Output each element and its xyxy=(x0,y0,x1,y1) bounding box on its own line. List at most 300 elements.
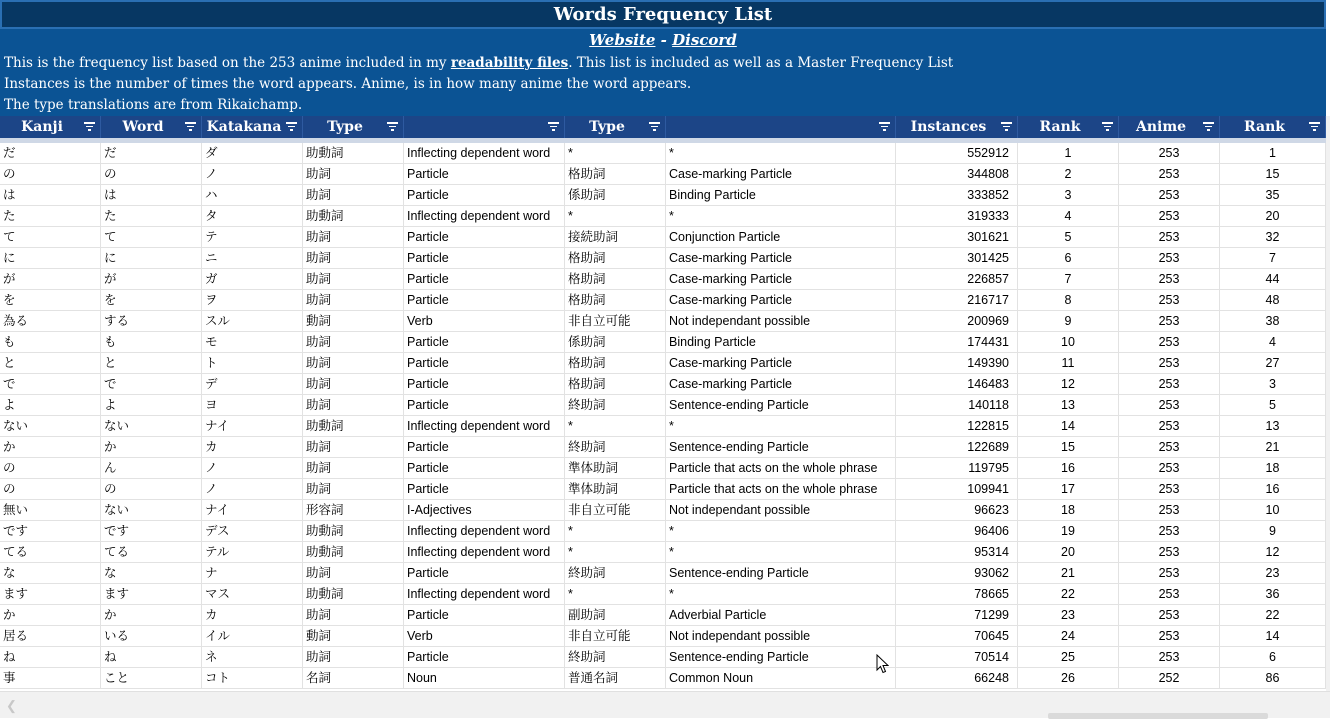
cell-anime-rank[interactable]: 4 xyxy=(1220,332,1326,353)
cell-type-ja[interactable]: 助詞 xyxy=(303,563,404,584)
column-header-word[interactable] xyxy=(101,116,202,138)
vertical-scrollbar[interactable] xyxy=(1326,116,1330,691)
cell-type-ja[interactable]: 助詞 xyxy=(303,458,404,479)
cell-type-en[interactable]: Particle xyxy=(404,164,565,185)
cell-type-ja[interactable]: 助詞 xyxy=(303,332,404,353)
column-header-type-en[interactable] xyxy=(404,116,565,138)
cell-rank[interactable]: 22 xyxy=(1018,584,1119,605)
cell-rank[interactable]: 23 xyxy=(1018,605,1119,626)
cell-anime-rank[interactable]: 12 xyxy=(1220,542,1326,563)
cell-subtype-en[interactable]: Case-marking Particle xyxy=(666,164,896,185)
cell-katakana[interactable]: ダ xyxy=(202,143,303,164)
cell-subtype-ja[interactable]: 非自立可能 xyxy=(565,311,666,332)
cell-type-ja[interactable]: 助詞 xyxy=(303,479,404,500)
cell-subtype-ja[interactable]: 普通名詞 xyxy=(565,668,666,689)
cell-katakana[interactable]: ノ xyxy=(202,479,303,500)
cell-type-en[interactable]: I-Adjectives xyxy=(404,500,565,521)
cell-instances[interactable]: 109941 xyxy=(896,479,1018,500)
cell-instances[interactable]: 216717 xyxy=(896,290,1018,311)
cell-instances[interactable]: 140118 xyxy=(896,395,1018,416)
cell-anime[interactable]: 253 xyxy=(1119,311,1220,332)
column-header-type-ja[interactable] xyxy=(303,116,404,138)
cell-katakana[interactable]: コト xyxy=(202,668,303,689)
cell-rank[interactable]: 14 xyxy=(1018,416,1119,437)
cell-katakana[interactable]: スル xyxy=(202,311,303,332)
cell-anime[interactable]: 253 xyxy=(1119,185,1220,206)
cell-subtype-en[interactable]: * xyxy=(666,521,896,542)
filter-icon[interactable] xyxy=(1001,122,1012,131)
cell-anime-rank[interactable]: 44 xyxy=(1220,269,1326,290)
cell-anime[interactable]: 253 xyxy=(1119,374,1220,395)
cell-katakana[interactable]: ナ xyxy=(202,563,303,584)
cell-kanji[interactable]: ます xyxy=(0,584,101,605)
cell-kanji[interactable]: の xyxy=(0,479,101,500)
cell-katakana[interactable]: デス xyxy=(202,521,303,542)
cell-kanji[interactable]: で xyxy=(0,374,101,395)
column-header-katakana[interactable] xyxy=(202,116,303,138)
cell-anime[interactable]: 253 xyxy=(1119,227,1220,248)
cell-instances[interactable]: 95314 xyxy=(896,542,1018,563)
cell-rank[interactable]: 12 xyxy=(1018,374,1119,395)
cell-instances[interactable]: 70514 xyxy=(896,647,1018,668)
cell-subtype-en[interactable]: Sentence-ending Particle xyxy=(666,647,896,668)
cell-type-ja[interactable]: 助動詞 xyxy=(303,584,404,605)
cell-instances[interactable]: 174431 xyxy=(896,332,1018,353)
cell-subtype-ja[interactable]: 格助詞 xyxy=(565,353,666,374)
cell-anime[interactable]: 253 xyxy=(1119,416,1220,437)
cell-type-ja[interactable]: 形容詞 xyxy=(303,500,404,521)
cell-instances[interactable]: 66248 xyxy=(896,668,1018,689)
cell-subtype-ja[interactable]: * xyxy=(565,521,666,542)
cell-anime[interactable]: 253 xyxy=(1119,353,1220,374)
cell-subtype-ja[interactable]: * xyxy=(565,584,666,605)
cell-rank[interactable]: 4 xyxy=(1018,206,1119,227)
cell-subtype-en[interactable]: * xyxy=(666,206,896,227)
cell-anime-rank[interactable]: 13 xyxy=(1220,416,1326,437)
cell-katakana[interactable]: ハ xyxy=(202,185,303,206)
cell-kanji[interactable]: と xyxy=(0,353,101,374)
cell-word[interactable]: に xyxy=(101,248,202,269)
cell-subtype-ja[interactable]: 格助詞 xyxy=(565,269,666,290)
cell-type-ja[interactable]: 助詞 xyxy=(303,164,404,185)
cell-type-en[interactable]: Inflecting dependent word xyxy=(404,542,565,563)
cell-anime-rank[interactable]: 10 xyxy=(1220,500,1326,521)
cell-rank[interactable]: 19 xyxy=(1018,521,1119,542)
cell-word[interactable]: の xyxy=(101,164,202,185)
cell-word[interactable]: ない xyxy=(101,416,202,437)
cell-kanji[interactable]: です xyxy=(0,521,101,542)
cell-instances[interactable]: 552912 xyxy=(896,143,1018,164)
cell-type-ja[interactable]: 動詞 xyxy=(303,626,404,647)
cell-anime-rank[interactable]: 86 xyxy=(1220,668,1326,689)
cell-anime[interactable]: 253 xyxy=(1119,626,1220,647)
cell-type-en[interactable]: Verb xyxy=(404,626,565,647)
cell-anime[interactable]: 253 xyxy=(1119,290,1220,311)
readability-files-link[interactable]: readability files xyxy=(450,55,569,71)
cell-type-en[interactable]: Particle xyxy=(404,353,565,374)
cell-word[interactable]: ない xyxy=(101,500,202,521)
cell-subtype-ja[interactable]: * xyxy=(565,143,666,164)
cell-word[interactable]: よ xyxy=(101,395,202,416)
cell-rank[interactable]: 6 xyxy=(1018,248,1119,269)
cell-type-en[interactable]: Particle xyxy=(404,269,565,290)
cell-type-en[interactable]: Particle xyxy=(404,332,565,353)
cell-type-en[interactable]: Particle xyxy=(404,437,565,458)
cell-anime[interactable]: 253 xyxy=(1119,563,1220,584)
cell-kanji[interactable]: は xyxy=(0,185,101,206)
cell-subtype-en[interactable]: Binding Particle xyxy=(666,332,896,353)
cell-rank[interactable]: 21 xyxy=(1018,563,1119,584)
cell-type-en[interactable]: Particle xyxy=(404,290,565,311)
cell-anime-rank[interactable]: 27 xyxy=(1220,353,1326,374)
cell-kanji[interactable]: の xyxy=(0,458,101,479)
cell-subtype-ja[interactable]: 終助詞 xyxy=(565,647,666,668)
cell-anime-rank[interactable]: 15 xyxy=(1220,164,1326,185)
cell-kanji[interactable]: だ xyxy=(0,143,101,164)
cell-type-en[interactable]: Inflecting dependent word xyxy=(404,416,565,437)
cell-instances[interactable]: 146483 xyxy=(896,374,1018,395)
cell-type-en[interactable]: Particle xyxy=(404,374,565,395)
cell-type-ja[interactable]: 助詞 xyxy=(303,647,404,668)
cell-katakana[interactable]: マス xyxy=(202,584,303,605)
column-header-anime[interactable] xyxy=(1119,116,1220,138)
website-link[interactable]: Website xyxy=(589,31,656,49)
filter-icon[interactable] xyxy=(1309,122,1320,131)
cell-subtype-en[interactable]: Case-marking Particle xyxy=(666,290,896,311)
cell-type-ja[interactable]: 助詞 xyxy=(303,605,404,626)
cell-word[interactable]: た xyxy=(101,206,202,227)
cell-subtype-ja[interactable]: 係助詞 xyxy=(565,332,666,353)
cell-rank[interactable]: 2 xyxy=(1018,164,1119,185)
cell-instances[interactable]: 119795 xyxy=(896,458,1018,479)
cell-subtype-en[interactable]: Case-marking Particle xyxy=(666,374,896,395)
cell-type-ja[interactable]: 助詞 xyxy=(303,227,404,248)
cell-type-ja[interactable]: 助動詞 xyxy=(303,206,404,227)
cell-instances[interactable]: 96623 xyxy=(896,500,1018,521)
cell-word[interactable]: てる xyxy=(101,542,202,563)
cell-anime-rank[interactable]: 32 xyxy=(1220,227,1326,248)
cell-katakana[interactable]: ナイ xyxy=(202,416,303,437)
cell-katakana[interactable]: カ xyxy=(202,437,303,458)
cell-rank[interactable]: 17 xyxy=(1018,479,1119,500)
cell-anime[interactable]: 253 xyxy=(1119,605,1220,626)
cell-word[interactable]: いる xyxy=(101,626,202,647)
cell-subtype-en[interactable]: Adverbial Particle xyxy=(666,605,896,626)
cell-subtype-en[interactable]: Not independant possible xyxy=(666,500,896,521)
cell-type-en[interactable]: Noun xyxy=(404,668,565,689)
horizontal-scrollbar[interactable] xyxy=(0,691,1330,718)
filter-icon[interactable] xyxy=(185,122,196,131)
cell-word[interactable]: ます xyxy=(101,584,202,605)
cell-instances[interactable]: 93062 xyxy=(896,563,1018,584)
cell-kanji[interactable]: に xyxy=(0,248,101,269)
cell-word[interactable]: ん xyxy=(101,458,202,479)
cell-kanji[interactable]: よ xyxy=(0,395,101,416)
cell-anime[interactable]: 253 xyxy=(1119,500,1220,521)
cell-type-ja[interactable]: 助詞 xyxy=(303,353,404,374)
cell-rank[interactable]: 15 xyxy=(1018,437,1119,458)
cell-instances[interactable]: 333852 xyxy=(896,185,1018,206)
cell-subtype-ja[interactable]: 格助詞 xyxy=(565,248,666,269)
column-header-instances[interactable] xyxy=(896,116,1018,138)
cell-subtype-en[interactable]: Sentence-ending Particle xyxy=(666,563,896,584)
cell-type-ja[interactable]: 名詞 xyxy=(303,668,404,689)
cell-anime[interactable]: 253 xyxy=(1119,395,1220,416)
cell-subtype-en[interactable]: Case-marking Particle xyxy=(666,269,896,290)
cell-word[interactable]: を xyxy=(101,290,202,311)
cell-subtype-en[interactable]: * xyxy=(666,542,896,563)
cell-type-en[interactable]: Verb xyxy=(404,311,565,332)
cell-anime[interactable]: 253 xyxy=(1119,164,1220,185)
column-header-kanji[interactable] xyxy=(0,116,101,138)
cell-type-ja[interactable]: 助詞 xyxy=(303,185,404,206)
cell-type-en[interactable]: Particle xyxy=(404,647,565,668)
cell-anime[interactable]: 253 xyxy=(1119,332,1220,353)
cell-anime[interactable]: 252 xyxy=(1119,668,1220,689)
cell-anime-rank[interactable]: 38 xyxy=(1220,311,1326,332)
cell-subtype-ja[interactable]: 格助詞 xyxy=(565,374,666,395)
cell-type-en[interactable]: Inflecting dependent word xyxy=(404,143,565,164)
cell-subtype-en[interactable]: * xyxy=(666,584,896,605)
cell-word[interactable]: て xyxy=(101,227,202,248)
filter-icon[interactable] xyxy=(1102,122,1113,131)
cell-anime[interactable]: 253 xyxy=(1119,521,1220,542)
cell-katakana[interactable]: ニ xyxy=(202,248,303,269)
cell-kanji[interactable]: を xyxy=(0,290,101,311)
cell-katakana[interactable]: ノ xyxy=(202,164,303,185)
cell-katakana[interactable]: ノ xyxy=(202,458,303,479)
cell-subtype-ja[interactable]: 格助詞 xyxy=(565,164,666,185)
cell-rank[interactable]: 20 xyxy=(1018,542,1119,563)
cell-subtype-ja[interactable]: 終助詞 xyxy=(565,437,666,458)
cell-anime[interactable]: 253 xyxy=(1119,647,1220,668)
cell-katakana[interactable]: テ xyxy=(202,227,303,248)
cell-type-ja[interactable]: 助動詞 xyxy=(303,542,404,563)
cell-instances[interactable]: 70645 xyxy=(896,626,1018,647)
cell-subtype-ja[interactable]: * xyxy=(565,206,666,227)
cell-type-ja[interactable]: 助動詞 xyxy=(303,416,404,437)
cell-anime-rank[interactable]: 16 xyxy=(1220,479,1326,500)
filter-icon[interactable] xyxy=(649,122,660,131)
cell-rank[interactable]: 13 xyxy=(1018,395,1119,416)
cell-subtype-en[interactable]: Case-marking Particle xyxy=(666,248,896,269)
cell-anime[interactable]: 253 xyxy=(1119,206,1220,227)
cell-anime[interactable]: 253 xyxy=(1119,269,1220,290)
cell-katakana[interactable]: デ xyxy=(202,374,303,395)
cell-rank[interactable]: 7 xyxy=(1018,269,1119,290)
cell-type-en[interactable]: Particle xyxy=(404,227,565,248)
cell-katakana[interactable]: カ xyxy=(202,605,303,626)
cell-anime[interactable]: 253 xyxy=(1119,542,1220,563)
cell-instances[interactable]: 200969 xyxy=(896,311,1018,332)
cell-rank[interactable]: 24 xyxy=(1018,626,1119,647)
cell-word[interactable]: だ xyxy=(101,143,202,164)
cell-katakana[interactable]: テル xyxy=(202,542,303,563)
cell-type-en[interactable]: Particle xyxy=(404,185,565,206)
cell-word[interactable]: は xyxy=(101,185,202,206)
cell-kanji[interactable]: 無い xyxy=(0,500,101,521)
cell-kanji[interactable]: 居る xyxy=(0,626,101,647)
scroll-thumb[interactable] xyxy=(1048,713,1268,719)
cell-kanji[interactable]: か xyxy=(0,437,101,458)
cell-instances[interactable]: 344808 xyxy=(896,164,1018,185)
cell-word[interactable]: が xyxy=(101,269,202,290)
cell-anime[interactable]: 253 xyxy=(1119,584,1220,605)
cell-subtype-en[interactable]: Common Noun xyxy=(666,668,896,689)
cell-word[interactable]: です xyxy=(101,521,202,542)
cell-subtype-en[interactable]: Sentence-ending Particle xyxy=(666,437,896,458)
filter-icon[interactable] xyxy=(879,122,890,131)
cell-katakana[interactable]: ガ xyxy=(202,269,303,290)
cell-word[interactable]: で xyxy=(101,374,202,395)
cell-anime-rank[interactable]: 7 xyxy=(1220,248,1326,269)
cell-subtype-ja[interactable]: 副助詞 xyxy=(565,605,666,626)
cell-type-en[interactable]: Inflecting dependent word xyxy=(404,584,565,605)
cell-subtype-en[interactable]: Sentence-ending Particle xyxy=(666,395,896,416)
cell-subtype-ja[interactable]: 準体助詞 xyxy=(565,479,666,500)
cell-anime[interactable]: 253 xyxy=(1119,143,1220,164)
cell-type-ja[interactable]: 助詞 xyxy=(303,248,404,269)
cell-type-en[interactable]: Inflecting dependent word xyxy=(404,521,565,542)
cell-anime-rank[interactable]: 1 xyxy=(1220,143,1326,164)
cell-rank[interactable]: 5 xyxy=(1018,227,1119,248)
cell-kanji[interactable]: な xyxy=(0,563,101,584)
filter-icon[interactable] xyxy=(1203,122,1214,131)
cell-word[interactable]: か xyxy=(101,437,202,458)
cell-instances[interactable]: 71299 xyxy=(896,605,1018,626)
filter-icon[interactable] xyxy=(286,122,297,131)
cell-anime-rank[interactable]: 35 xyxy=(1220,185,1326,206)
cell-type-ja[interactable]: 助詞 xyxy=(303,269,404,290)
cell-anime-rank[interactable]: 20 xyxy=(1220,206,1326,227)
cell-type-ja[interactable]: 助詞 xyxy=(303,395,404,416)
cell-type-en[interactable]: Particle xyxy=(404,479,565,500)
cell-word[interactable]: と xyxy=(101,353,202,374)
cell-anime-rank[interactable]: 22 xyxy=(1220,605,1326,626)
cell-type-en[interactable]: Particle xyxy=(404,563,565,584)
cell-type-ja[interactable]: 助動詞 xyxy=(303,521,404,542)
cell-subtype-en[interactable]: Not independant possible xyxy=(666,311,896,332)
cell-type-ja[interactable]: 助詞 xyxy=(303,437,404,458)
cell-katakana[interactable]: ネ xyxy=(202,647,303,668)
cell-anime[interactable]: 253 xyxy=(1119,479,1220,500)
cell-subtype-en[interactable]: Particle that acts on the whole phrase xyxy=(666,458,896,479)
cell-rank[interactable]: 16 xyxy=(1018,458,1119,479)
cell-katakana[interactable]: ヲ xyxy=(202,290,303,311)
cell-instances[interactable]: 122689 xyxy=(896,437,1018,458)
cell-katakana[interactable]: タ xyxy=(202,206,303,227)
cell-rank[interactable]: 18 xyxy=(1018,500,1119,521)
cell-anime-rank[interactable]: 36 xyxy=(1220,584,1326,605)
cell-type-ja[interactable]: 助動詞 xyxy=(303,143,404,164)
cell-subtype-en[interactable]: Not independant possible xyxy=(666,626,896,647)
cell-type-en[interactable]: Particle xyxy=(404,248,565,269)
cell-word[interactable]: か xyxy=(101,605,202,626)
cell-rank[interactable]: 11 xyxy=(1018,353,1119,374)
cell-anime-rank[interactable]: 6 xyxy=(1220,647,1326,668)
cell-rank[interactable]: 25 xyxy=(1018,647,1119,668)
cell-instances[interactable]: 149390 xyxy=(896,353,1018,374)
cell-subtype-ja[interactable]: * xyxy=(565,542,666,563)
cell-rank[interactable]: 3 xyxy=(1018,185,1119,206)
cell-anime-rank[interactable]: 23 xyxy=(1220,563,1326,584)
cell-rank[interactable]: 26 xyxy=(1018,668,1119,689)
cell-anime[interactable]: 253 xyxy=(1119,248,1220,269)
cell-type-en[interactable]: Particle xyxy=(404,395,565,416)
filter-icon[interactable] xyxy=(387,122,398,131)
cell-katakana[interactable]: イル xyxy=(202,626,303,647)
cell-word[interactable]: する xyxy=(101,311,202,332)
cell-subtype-ja[interactable]: 接続助詞 xyxy=(565,227,666,248)
cell-rank[interactable]: 1 xyxy=(1018,143,1119,164)
cell-anime-rank[interactable]: 18 xyxy=(1220,458,1326,479)
cell-type-ja[interactable]: 助詞 xyxy=(303,374,404,395)
column-header-anime-rank[interactable] xyxy=(1220,116,1326,138)
cell-anime-rank[interactable]: 5 xyxy=(1220,395,1326,416)
cell-instances[interactable]: 301425 xyxy=(896,248,1018,269)
cell-subtype-ja[interactable]: * xyxy=(565,416,666,437)
cell-kanji[interactable]: 事 xyxy=(0,668,101,689)
cell-word[interactable]: な xyxy=(101,563,202,584)
cell-subtype-en[interactable]: Binding Particle xyxy=(666,185,896,206)
cell-anime-rank[interactable]: 21 xyxy=(1220,437,1326,458)
cell-word[interactable]: こと xyxy=(101,668,202,689)
cell-subtype-en[interactable]: Conjunction Particle xyxy=(666,227,896,248)
filter-icon[interactable] xyxy=(548,122,559,131)
cell-rank[interactable]: 8 xyxy=(1018,290,1119,311)
cell-kanji[interactable]: てる xyxy=(0,542,101,563)
cell-type-ja[interactable]: 助詞 xyxy=(303,290,404,311)
cell-kanji[interactable]: ね xyxy=(0,647,101,668)
cell-type-en[interactable]: Particle xyxy=(404,605,565,626)
cell-instances[interactable]: 78665 xyxy=(896,584,1018,605)
cell-subtype-ja[interactable]: 終助詞 xyxy=(565,395,666,416)
cell-anime-rank[interactable]: 48 xyxy=(1220,290,1326,311)
cell-anime[interactable]: 253 xyxy=(1119,437,1220,458)
cell-kanji[interactable]: ない xyxy=(0,416,101,437)
cell-subtype-en[interactable]: Case-marking Particle xyxy=(666,353,896,374)
cell-subtype-ja[interactable]: 終助詞 xyxy=(565,563,666,584)
cell-word[interactable]: ね xyxy=(101,647,202,668)
cell-subtype-ja[interactable]: 非自立可能 xyxy=(565,626,666,647)
cell-katakana[interactable]: ヨ xyxy=(202,395,303,416)
cell-type-en[interactable]: Particle xyxy=(404,458,565,479)
cell-word[interactable]: の xyxy=(101,479,202,500)
cell-word[interactable]: も xyxy=(101,332,202,353)
cell-katakana[interactable]: ト xyxy=(202,353,303,374)
cell-anime-rank[interactable]: 3 xyxy=(1220,374,1326,395)
cell-rank[interactable]: 9 xyxy=(1018,311,1119,332)
column-header-subtype-ja[interactable] xyxy=(565,116,666,138)
cell-instances[interactable]: 96406 xyxy=(896,521,1018,542)
cell-instances[interactable]: 301621 xyxy=(896,227,1018,248)
chevron-left-icon[interactable]: ❮ xyxy=(6,698,17,713)
cell-kanji[interactable]: の xyxy=(0,164,101,185)
cell-anime-rank[interactable]: 9 xyxy=(1220,521,1326,542)
cell-subtype-en[interactable]: Particle that acts on the whole phrase xyxy=(666,479,896,500)
cell-kanji[interactable]: も xyxy=(0,332,101,353)
cell-kanji[interactable]: て xyxy=(0,227,101,248)
cell-type-en[interactable]: Inflecting dependent word xyxy=(404,206,565,227)
column-header-rank[interactable] xyxy=(1018,116,1119,138)
cell-kanji[interactable]: 為る xyxy=(0,311,101,332)
cell-instances[interactable]: 122815 xyxy=(896,416,1018,437)
cell-subtype-en[interactable]: * xyxy=(666,416,896,437)
cell-instances[interactable]: 319333 xyxy=(896,206,1018,227)
cell-instances[interactable]: 226857 xyxy=(896,269,1018,290)
cell-katakana[interactable]: ナイ xyxy=(202,500,303,521)
filter-icon[interactable] xyxy=(84,122,95,131)
